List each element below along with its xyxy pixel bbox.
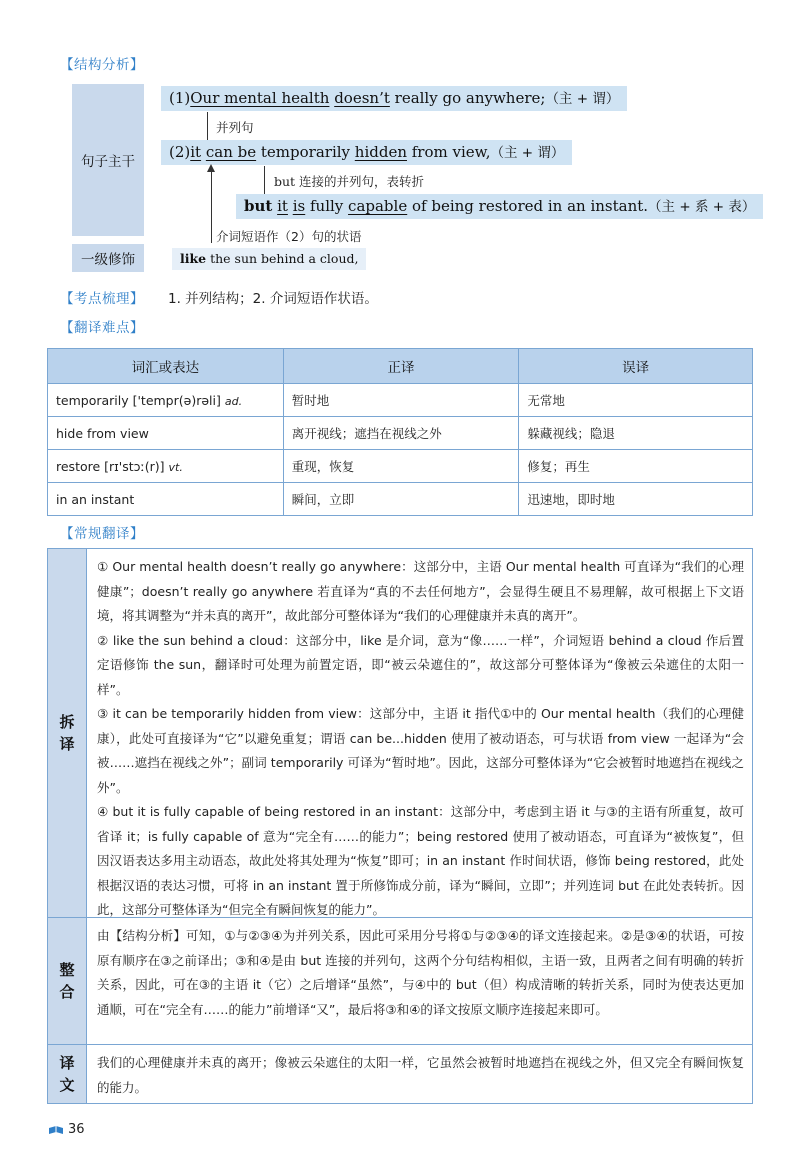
split-paragraph: ③ it can be temporarily hidden from view：这部分中，主语 it 指代①中的 Our mental health（我们的心理健康），此处可直接译为“它”以避免重复；谓语 can be...hidden 使用了被动语态，可与状语 from view 一起译为“会被……遮挡在视线之外”；副词 temporarily 可译为“暂时地”。因此，这部分可整体译为“它会被暂时地遮挡在视线之外”。 bbox=[97, 706, 744, 795]
clause-3-mid: fully bbox=[305, 197, 349, 215]
structure-section-label: 【结构分析】 bbox=[60, 57, 144, 73]
split-content bbox=[87, 549, 752, 917]
page-number: 36 bbox=[68, 1122, 85, 1137]
merge-row bbox=[48, 918, 752, 1044]
cell-correct: 离开视线；遮挡在视线之外 bbox=[283, 417, 519, 450]
note-but-en: but bbox=[274, 174, 296, 189]
modifier-phrase bbox=[172, 248, 366, 270]
difficulty-section-label: 【翻译难点】 bbox=[60, 320, 144, 336]
note-prep: 介词短语作（2）句的状语 bbox=[216, 229, 362, 244]
merge-label bbox=[48, 918, 87, 1044]
word-pos: ad. bbox=[224, 394, 243, 408]
header-correct: 正译 bbox=[283, 349, 519, 384]
merge-label-char: 合 bbox=[59, 983, 75, 1001]
header-wrong: 误译 bbox=[519, 349, 753, 384]
cell-wrong: 修复；再生 bbox=[519, 450, 753, 483]
note-parallel: 并列句 bbox=[216, 120, 254, 135]
clause-2-verb2: hidden bbox=[354, 143, 407, 161]
main-clause-label: 句子主干 bbox=[72, 84, 144, 236]
clause-1-tag: （主 + 谓） bbox=[545, 91, 620, 107]
final-label-char: 文 bbox=[59, 1076, 75, 1094]
merge-label-char: 整 bbox=[59, 961, 75, 979]
clause-2-mid: temporarily bbox=[256, 143, 355, 161]
connector-line bbox=[211, 171, 212, 243]
clause-2-subject: it bbox=[190, 143, 202, 161]
cell-word bbox=[48, 384, 284, 417]
clause-1-number: (1) bbox=[169, 89, 191, 107]
translation-section-label: 【常规翻译】 bbox=[60, 526, 144, 542]
note-but bbox=[274, 172, 424, 190]
clause-3-subject: it bbox=[277, 197, 288, 215]
clause-3-predicative: capable bbox=[348, 197, 408, 215]
cell-wrong: 躲藏视线；隐退 bbox=[519, 417, 753, 450]
clause-2-number: (2) bbox=[169, 143, 191, 161]
split-paragraph: ② like the sun behind a cloud：这部分中，like 是介词，意为“像……一样”，介词短语 behind a cloud 作后置定语修饰 the sun，翻译时可处理为前置定语，即“被云朵遮住的”，故这部分可整体译为“像被云朵遮住的太阳一样”。 bbox=[97, 632, 744, 697]
modifier-like: like bbox=[180, 251, 207, 266]
cell-correct: 瞬间，立即 bbox=[283, 483, 519, 516]
merge-content bbox=[87, 918, 752, 1044]
clause-2-verb: can be bbox=[205, 143, 257, 161]
cell-wrong: 无常地 bbox=[519, 384, 753, 417]
split-paragraph: ① Our mental health doesn’t really go anywhere：这部分中，主语 Our mental health 可直译为“我们的心理健康”；doesn’t really go anywhere 若直译为“真的不去任何地方”，会显得生硬且不易理解，故可根据上下文语境，将其调整为“并未真的离开”，故此部分可整体译为“我们的心理健康并未真的离开”。 bbox=[97, 559, 744, 623]
table-row bbox=[48, 483, 753, 516]
clause-1-subject: Our mental health bbox=[190, 89, 330, 107]
table-row bbox=[48, 417, 753, 450]
clause-3 bbox=[236, 194, 763, 219]
split-label-char: 译 bbox=[59, 735, 75, 753]
split-row bbox=[48, 549, 752, 917]
points-section-label: 【考点梳理】 bbox=[60, 291, 144, 307]
clause-3-linking: is bbox=[292, 197, 306, 215]
cell-correct: 暂时地 bbox=[283, 384, 519, 417]
cell-word bbox=[48, 483, 284, 516]
final-text: 我们的心理健康并未真的离开；像被云朵遮住的太阳一样，它虽然会被暂时地遮挡在视线之外，但又完全有瞬间恢复的能力。 bbox=[97, 1055, 744, 1095]
vocab-table bbox=[47, 348, 753, 516]
header-expression: 词汇或表达 bbox=[48, 349, 284, 384]
clause-3-rest: of being restored in an instant. bbox=[407, 197, 649, 215]
clause-2-rest: from view, bbox=[406, 143, 491, 161]
clause-1 bbox=[161, 86, 627, 111]
translation-box bbox=[47, 548, 753, 1104]
page-footer bbox=[48, 1122, 85, 1137]
cell-correct: 重现，恢复 bbox=[283, 450, 519, 483]
book-icon bbox=[48, 1125, 64, 1135]
final-label bbox=[48, 1045, 87, 1103]
note-but-cn: 连接的并列句，表转折 bbox=[295, 174, 425, 189]
clause-1-rest: really go anywhere; bbox=[389, 89, 546, 107]
word-text: in an instant bbox=[56, 491, 135, 507]
connector-line bbox=[207, 112, 208, 140]
table-row bbox=[48, 450, 753, 483]
modifier-label: 一级修饰 bbox=[72, 244, 144, 272]
clause-2 bbox=[161, 140, 572, 165]
table-row bbox=[48, 384, 753, 417]
word-text: restore [rɪ'stɔː(r)] bbox=[56, 458, 165, 474]
merge-text: 由【结构分析】可知，①与②③④为并列关系，因此可采用分号将①与②③④的译文连接起来。②是③④的状语，可按原有顺序在③之前译出；③和④是由 but 连接的并列句，这两个分句结构相似，主语一致，且两者之间有明确的转折关系，因此，可在③的主语 it（它）之后增译“虽然”，与④中的 but（但）构成清晰的转折关系，同时为使表达更加通顺，可在“完全有……的能力”前增译“又”，最后将③和④的译文按原文顺序连接起来即可。 bbox=[97, 928, 744, 1017]
table-header-row bbox=[48, 349, 753, 384]
split-label-char: 拆 bbox=[59, 713, 75, 731]
clause-3-tag: （主 + 系 + 表） bbox=[648, 199, 756, 215]
clause-2-tag: （主 + 谓） bbox=[490, 145, 565, 161]
final-label-char: 译 bbox=[59, 1054, 75, 1072]
cell-word bbox=[48, 450, 284, 483]
final-row bbox=[48, 1045, 752, 1103]
final-content bbox=[87, 1045, 752, 1103]
word-text: hide from view bbox=[56, 425, 149, 441]
points-text: 1. 并列结构；2. 介词短语作状语。 bbox=[168, 291, 378, 307]
clause-1-verb: doesn’t bbox=[334, 89, 390, 107]
split-label bbox=[48, 549, 87, 917]
cell-word bbox=[48, 417, 284, 450]
clause-3-but: but bbox=[244, 197, 273, 215]
word-pos: vt. bbox=[168, 460, 183, 474]
split-paragraph: ④ but it is fully capable of being restored in an instant：这部分中，考虑到主语 it 与③的主语有所重复，故可省译 it；is fully capable of 意为“完全有……的能力”；being restored 使用了被动语态，可直译为“被恢复”，但因汉语表达多用主动语态，故此处将其处理为“恢复”即可；in an instant 作时间状语，修饰 being restored，此处根据汉语的表达习惯，可将 in an instant 置于所修饰成分前，译为“瞬间，立即”；并列连词 but 在此处表转折。因此，这部分可整体译为“但完全有瞬间恢复的能力”。 bbox=[97, 804, 744, 917]
word-text: temporarily ['tempr(ə)rəli] bbox=[56, 392, 221, 408]
modifier-rest: the sun behind a cloud, bbox=[206, 251, 359, 266]
cell-wrong: 迅速地，即时地 bbox=[519, 483, 753, 516]
connector-line bbox=[264, 166, 265, 194]
